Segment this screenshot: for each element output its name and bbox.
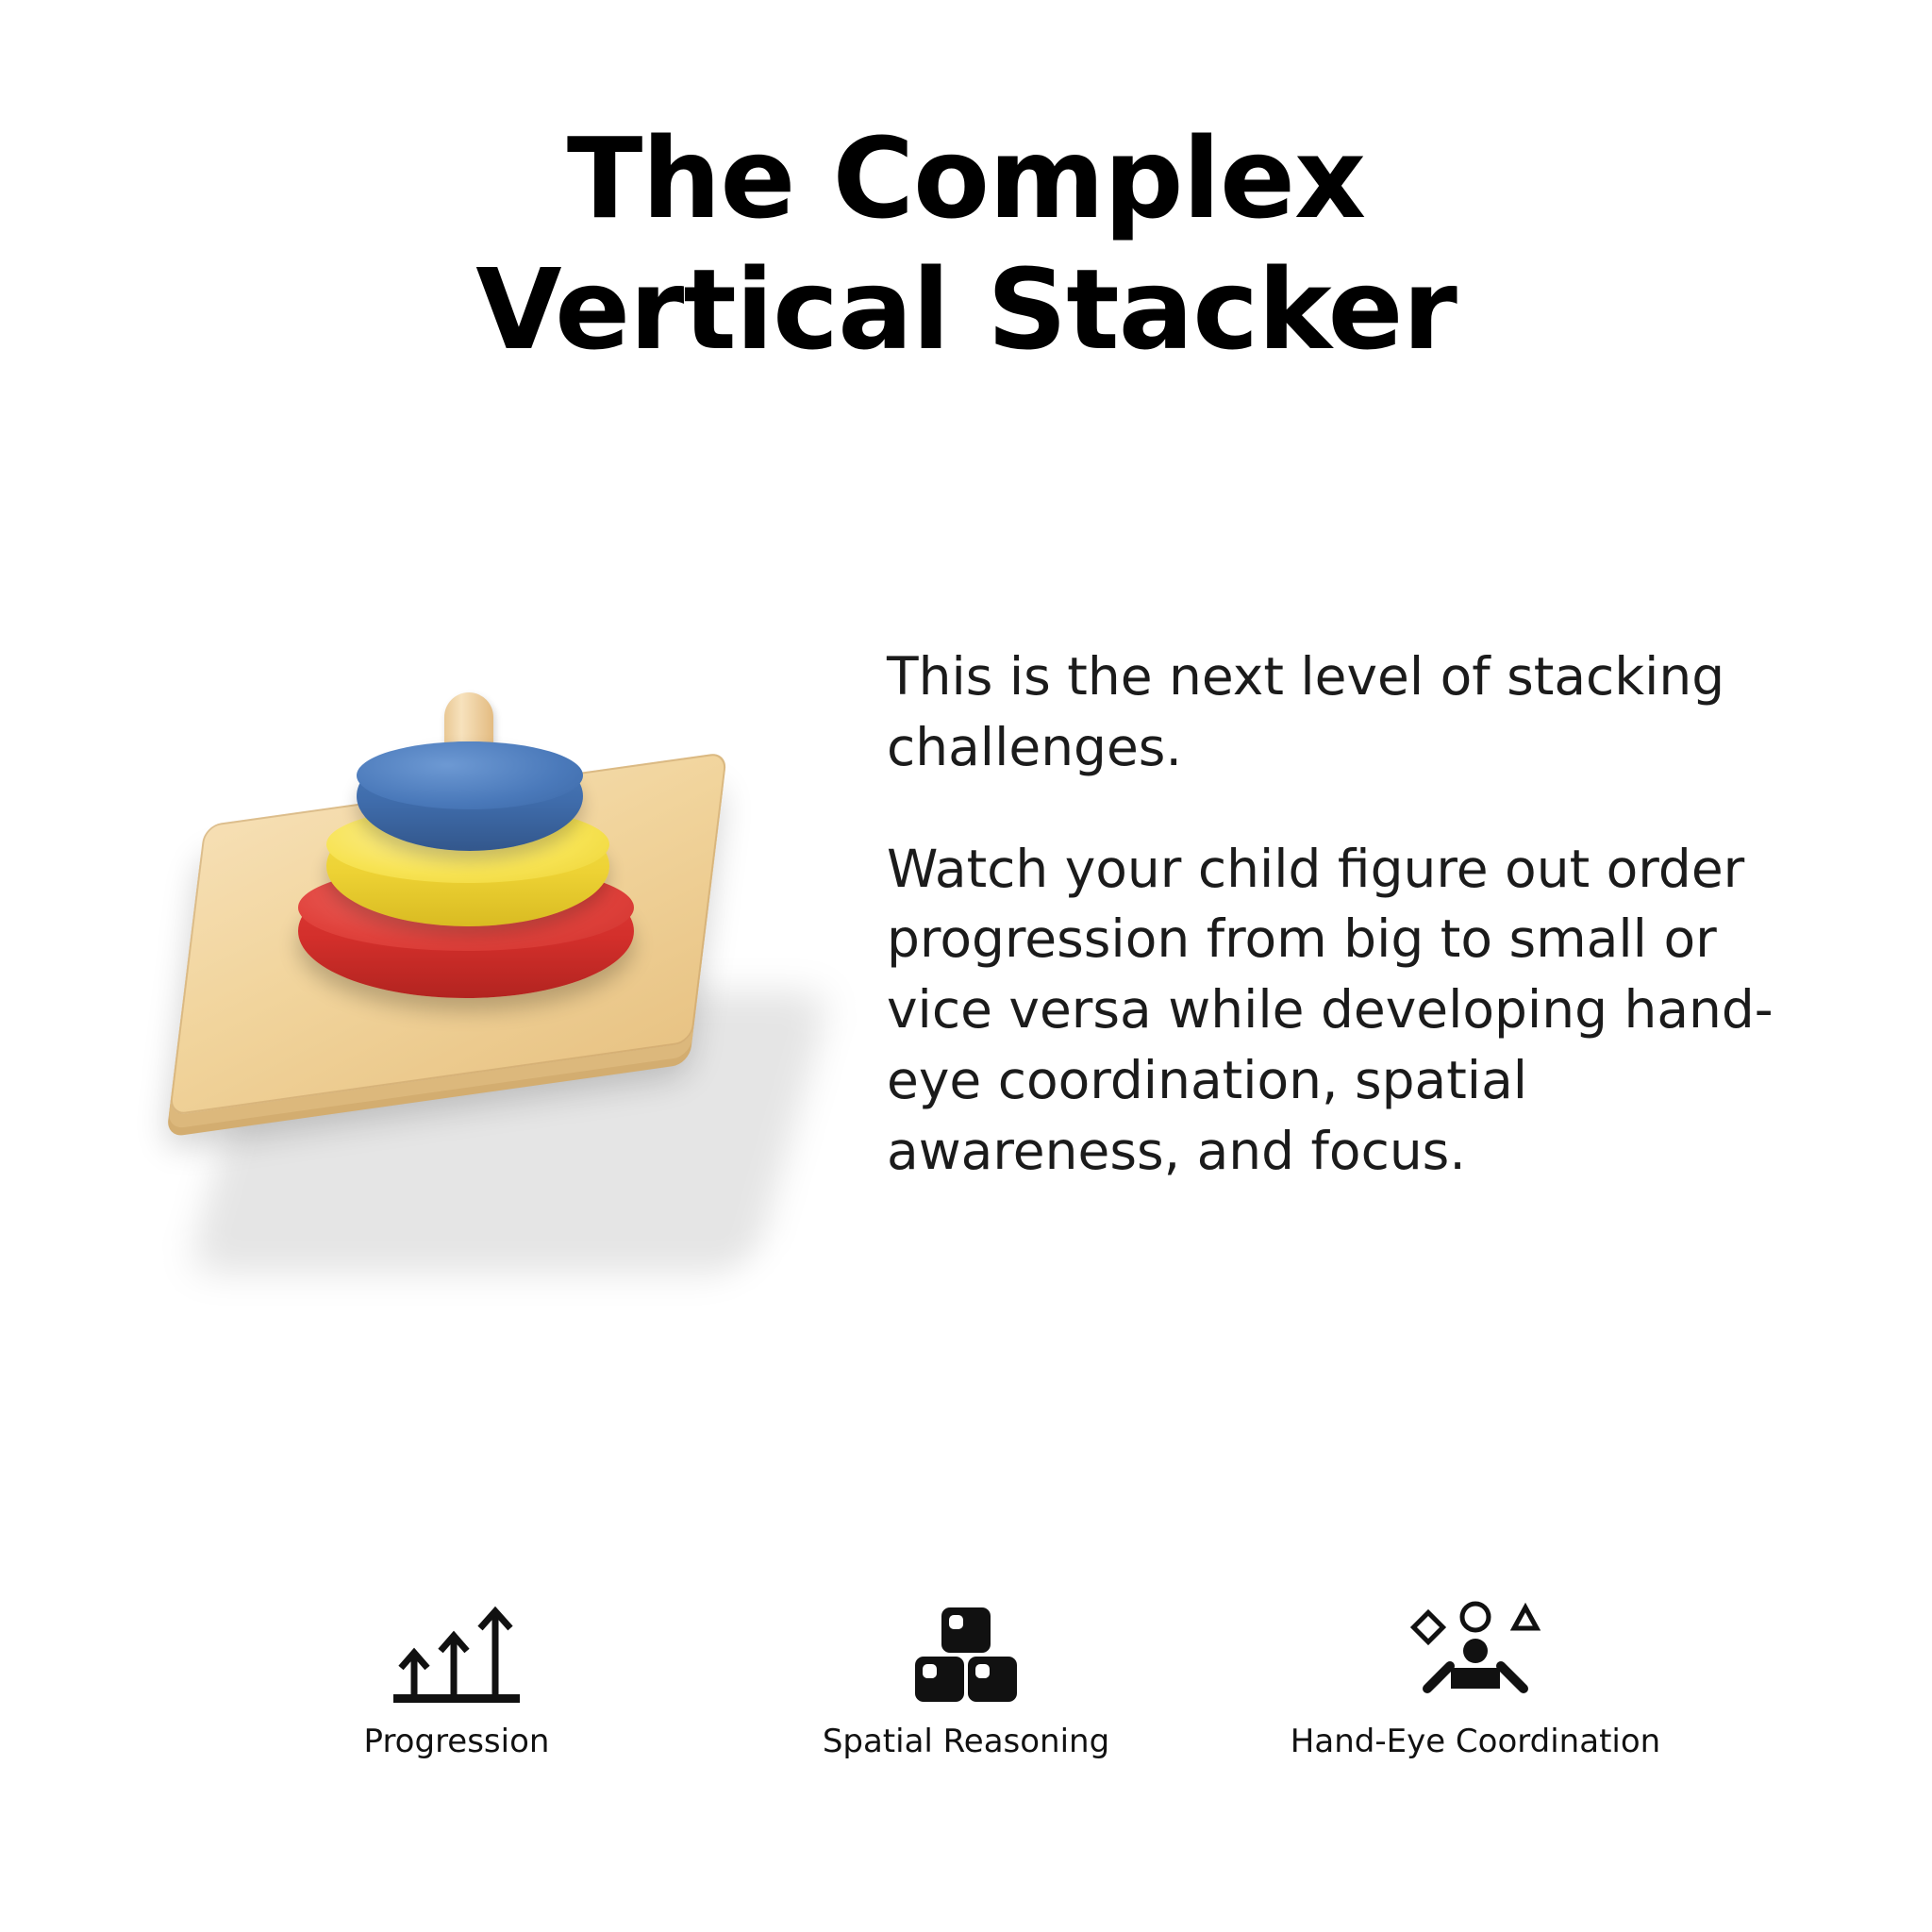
feature-label-progression: Progression — [363, 1723, 550, 1760]
person-with-shapes-icon — [1395, 1594, 1556, 1707]
product-description — [887, 641, 1821, 1187]
blue-disc — [357, 741, 583, 851]
feature-item-hand-eye-coordination — [1290, 1594, 1661, 1760]
feature-item-progression — [301, 1594, 612, 1760]
page-title-line-1: The Complex — [566, 113, 1366, 243]
stacked-blocks-icon — [900, 1594, 1032, 1707]
description-paragraph-1: This is the next level of stacking challenges. — [887, 646, 1725, 777]
arrows-up-progression-icon — [386, 1594, 527, 1707]
description-paragraph-2: Watch your child figure out order progression from big to small or vice versa while developing hand-eye coordination, spatial awareness, and focus. — [887, 838, 1774, 1181]
content-area — [0, 623, 1932, 1377]
feature-list — [0, 1594, 1932, 1760]
page-title — [0, 113, 1932, 375]
product-image — [142, 679, 858, 1340]
feature-item-spatial-reasoning — [810, 1594, 1122, 1760]
page-title-line-2: Vertical Stacker — [475, 244, 1457, 375]
feature-label-hand-eye-coordination: Hand-Eye Coordination — [1290, 1723, 1661, 1760]
feature-label-spatial-reasoning: Spatial Reasoning — [822, 1723, 1110, 1760]
blue-disc-top-face — [357, 741, 583, 809]
